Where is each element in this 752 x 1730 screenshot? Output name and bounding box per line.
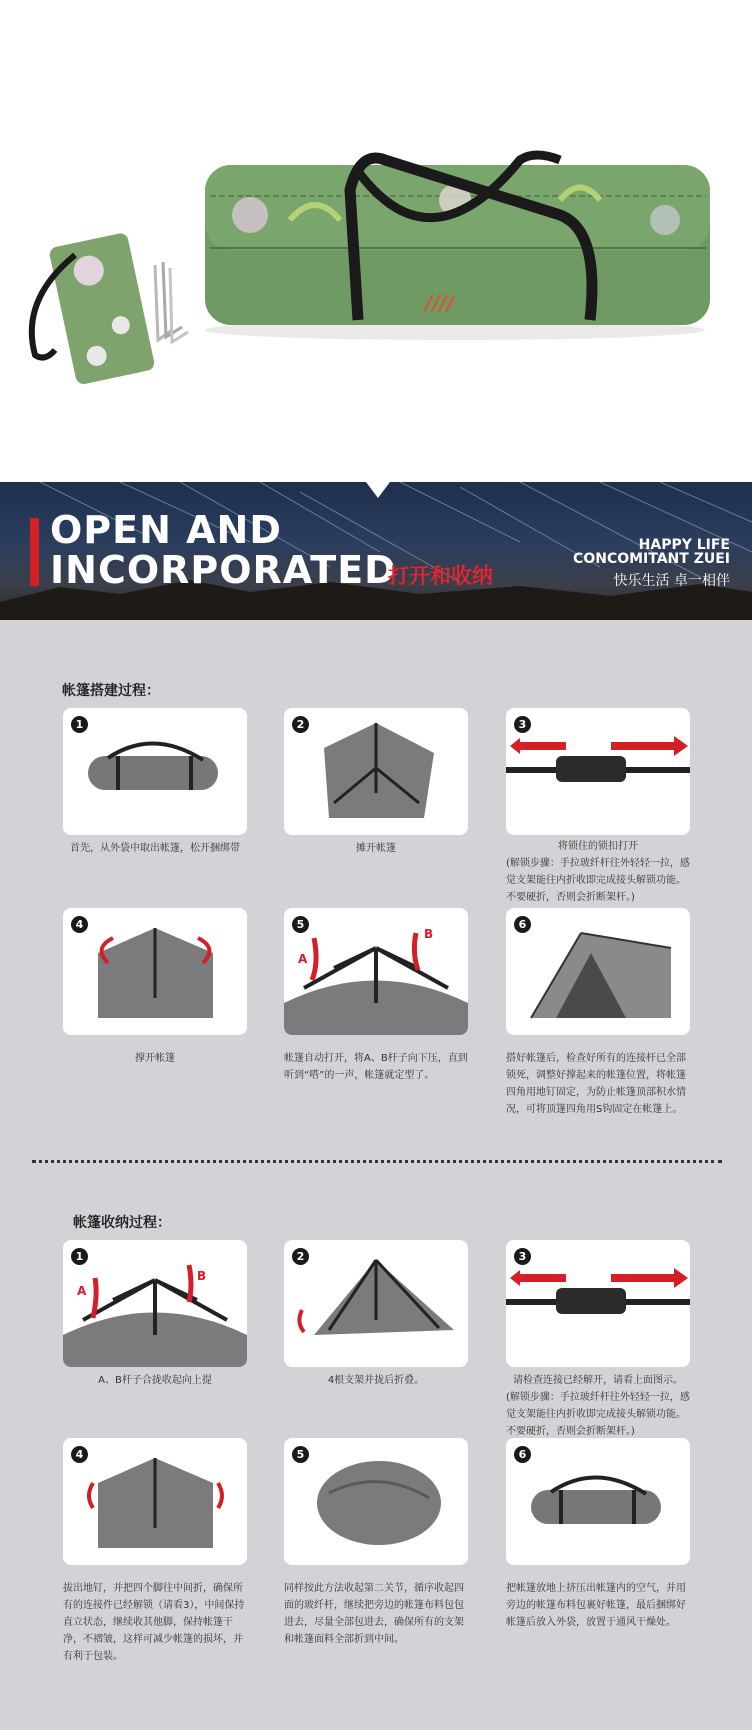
slogan-line2: CONCOMITANT ZUEI xyxy=(573,551,730,567)
label-a: A xyxy=(298,952,308,966)
setup-step-2-caption: 摊开帐篷 xyxy=(356,843,396,854)
accent-bar xyxy=(30,518,39,586)
storage-step-4-caption: 拔出地钉，并把四个脚往中间折，确保所有的连接件已经解锁（请看3），中间保持直立状态，继续收其他脚，保持帐篷干净，不褶皱，这样可减少帐篷的损坏，并有利于包装。 xyxy=(63,1583,245,1662)
setup-step-2-image xyxy=(284,708,468,835)
banner-title-line1: OPEN AND xyxy=(50,508,282,552)
step-number-badge: 4 xyxy=(71,916,88,933)
banner-slogan-cn: 快乐生活 卓一相伴 xyxy=(613,573,730,589)
hero-product-photo xyxy=(0,0,752,482)
instructions-panel xyxy=(0,620,752,1730)
banner-slogan xyxy=(573,538,730,566)
step-note: (解锁步骤：手拉玻纤杆往外轻轻一拉，感觉支架能往内折收即完成接头解锁功能。不要硬折，否则会折断架杆。) xyxy=(506,858,690,903)
step-number-badge: 5 xyxy=(292,916,309,933)
step-number-badge: 3 xyxy=(514,1248,531,1265)
step-number-badge: 3 xyxy=(514,716,531,733)
banner-title-line2: INCORPORATED xyxy=(50,548,397,592)
label-a: A xyxy=(77,1284,87,1298)
storage-step-1-image xyxy=(63,1240,247,1367)
bundled-tent-icon xyxy=(284,1438,468,1565)
setup-step-4-caption: 撑开帐篷 xyxy=(135,1053,175,1064)
storage-section-title: 帐篷收纳过程： xyxy=(73,1215,171,1231)
storage-step-6-image xyxy=(506,1438,690,1565)
step-number-badge: 4 xyxy=(71,1446,88,1463)
step-number-badge: 2 xyxy=(292,1248,309,1265)
pole-unlock-icon xyxy=(506,708,690,835)
setup-step-5-image xyxy=(284,908,468,1035)
slogan-line1: HAPPY LIFE xyxy=(638,537,730,553)
setup-step-3-image xyxy=(506,708,690,835)
step-number-badge: 1 xyxy=(71,1248,88,1265)
setup-step-6-image xyxy=(506,908,690,1035)
storage-step-6-caption: 把帐篷放地上挤压出帐篷内的空气，并用旁边的帐篷布料包裹好帐篷，最后捆绑好帐篷后放入外袋，放置于通风干燥处。 xyxy=(506,1583,686,1628)
storage-step-2-caption: 4根支架并拢后折叠。 xyxy=(327,1375,425,1386)
setup-step-4-image xyxy=(63,908,247,1035)
step-caption: 请检查连接已经解开，请看上面图示。 xyxy=(513,1375,683,1386)
rolled-tent-icon xyxy=(63,708,247,835)
spread-tent-icon xyxy=(284,708,468,835)
setup-section-title: 帐篷搭建过程： xyxy=(62,683,160,699)
storage-step-3-caption xyxy=(506,1372,690,1440)
section-divider xyxy=(32,1160,722,1163)
storage-step-4-image xyxy=(63,1438,247,1565)
setup-step-1-image xyxy=(63,708,247,835)
banner-title-cn: 打开和收纳 xyxy=(388,564,493,588)
step-note: (解锁步骤：手拉玻纤杆往外轻轻一拉，感觉支架能往内折收即完成接头解锁功能。不要硬折，否则会折断架杆。) xyxy=(506,1392,690,1437)
banner-title xyxy=(50,510,397,590)
rolled-tent-icon xyxy=(506,1438,690,1565)
section-banner xyxy=(0,482,752,620)
setup-step-1-caption: 首先，从外袋中取出帐篷，松开捆绑带 xyxy=(70,843,240,854)
step-number-badge: 2 xyxy=(292,716,309,733)
step-number-badge: 6 xyxy=(514,916,531,933)
open-tent-icon xyxy=(63,908,247,1035)
lift-poles-icon xyxy=(63,1240,247,1367)
storage-step-2-image xyxy=(284,1240,468,1367)
step-caption: 将锁住的锁扣打开 xyxy=(558,841,638,852)
press-poles-icon xyxy=(284,908,468,1035)
fold-tent-icon xyxy=(284,1240,468,1367)
step-number-badge: 5 xyxy=(292,1446,309,1463)
storage-step-5-caption: 同样按此方法收起第二关节，循序收起四面的玻纤杆，继续把旁边的帐篷布料包包进去，尽量全部包进去，确保所有的支架和帐篷面料全部折到中间。 xyxy=(284,1583,464,1645)
pole-unlock-icon xyxy=(506,1240,690,1367)
step-number-badge: 6 xyxy=(514,1446,531,1463)
fold-legs-icon xyxy=(63,1438,247,1565)
banner-notch xyxy=(366,482,390,498)
setup-step-5-caption: 帐篷自动打开，将A、B杆子向下压，直到听到“嗒”的一声，帐篷就定型了。 xyxy=(284,1053,468,1081)
setup-step-3-caption xyxy=(506,838,690,906)
setup-step-6-caption: 搭好帐篷后，检查好所有的连接杆已全部锁死，调整好撑起来的帐篷位置，将帐篷四角用地钉固定，为防止帐篷顶部积水情况，可将顶篷四角用S钩固定在帐篷上。 xyxy=(506,1053,686,1115)
label-b: B xyxy=(197,1269,207,1283)
step-number-badge: 1 xyxy=(71,716,88,733)
storage-step-5-image xyxy=(284,1438,468,1565)
storage-step-3-image xyxy=(506,1240,690,1367)
tent-bag-illustration xyxy=(0,0,752,482)
svg-text:////: //// xyxy=(425,291,455,315)
storage-step-1-caption: A、B杆子合拢收起向上提 xyxy=(98,1375,212,1386)
pitched-tent-icon xyxy=(506,908,690,1035)
label-b: B xyxy=(424,927,434,941)
